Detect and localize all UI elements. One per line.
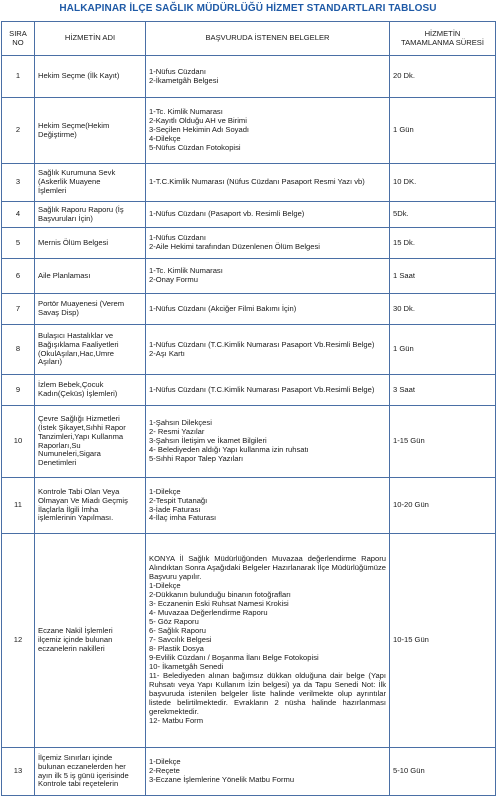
table-row — [2, 164, 496, 202]
service-name-cell — [35, 56, 146, 98]
service-name-line: İlçemiz Sınırları içinde — [38, 752, 113, 762]
row-number: 7 — [2, 294, 35, 325]
header-service-name: HİZMETİN ADI — [35, 22, 146, 56]
service-name-line: İzlem Bebek,Çocuk — [38, 380, 104, 390]
service-name-line: Olmayan Ve Miadı Geçmiş — [38, 495, 128, 505]
table-row — [2, 478, 496, 534]
completion-time-cell: 5-10 Gün — [390, 748, 496, 796]
required-documents-cell — [146, 375, 390, 406]
table-row — [2, 294, 496, 325]
document-item: 10- İkametgâh Senedi — [149, 661, 224, 671]
service-name-line: Hekim Seçme (İlk Kayıt) — [38, 71, 120, 81]
service-name-line: Mernis Ölüm Belgesi — [38, 237, 109, 247]
row-number: 2 — [2, 98, 35, 164]
row-number: 9 — [2, 375, 35, 406]
required-documents-cell — [146, 164, 390, 202]
service-name-line: işlemlerinin Yapılması. — [38, 513, 114, 523]
document-item: 2-İkametgâh Belgesi — [149, 75, 219, 85]
table-row — [2, 375, 496, 406]
page-title: HALKAPINAR İLÇE SAĞLIK MÜDÜRLÜĞÜ HİZMET STANDARTLARI TABLOSU — [59, 3, 437, 14]
service-name-line: bulunan eczanelerden her — [38, 761, 126, 771]
service-name-cell — [35, 748, 146, 796]
service-name-line: Savaş Disp) — [38, 308, 79, 317]
service-name-cell — [35, 228, 146, 259]
document-item: 1-Nüfus Cüzdanı (Akciğer Filmi Bakımı İçin) — [149, 303, 297, 313]
service-name-cell — [35, 325, 146, 375]
document-item: 1-Nüfus Cüzdanı — [149, 233, 206, 243]
header-completion-time: HİZMETİN TAMAMLANMA SÜRESİ — [390, 22, 496, 56]
service-name-line: ayın ilk 5 iş günü içerisinde — [38, 770, 129, 780]
completion-time-cell: 10-15 Gün — [390, 534, 496, 748]
document-item: 1-Nüfus Cüzdanı (T.C.Kimlik Numarası Pasaport Vb.Resimli Belge) — [149, 339, 375, 349]
document-item: 1-Nüfus Cüzdanı (Pasaport vb. Resimli Belge) — [149, 209, 305, 219]
service-name-line: Kontrole tabi reçetelerin — [38, 779, 119, 789]
service-name-line: (İstek Şikayet,Sıhhi Rapor — [38, 422, 126, 432]
service-name-line: Aile Planlaması — [38, 270, 91, 280]
required-documents-cell — [146, 294, 390, 325]
row-number: 11 — [2, 478, 35, 534]
document-item: KONYA İl Sağlık Müdürlüğünden Muvazaa değerlendirme Raporu Alındıktan Sonra Aşağıdaki Belgeler Hazırlanarak İlçe Müdürlüğümüze Başvuru yapılır. — [149, 554, 386, 582]
table-row — [2, 228, 496, 259]
table-row — [2, 202, 496, 228]
service-name-cell — [35, 98, 146, 164]
service-name-line: Numuneleri,Sigara — [38, 449, 101, 459]
completion-time-cell: 15 Dk. — [390, 228, 496, 259]
document-item: 1-Nüfus Cüzdanı (T.C.Kimlik Numarası Pasaport Vb.Resimli Belge) — [149, 384, 375, 394]
completion-time-cell: 10 DK. — [390, 164, 496, 202]
document-item: 2-Dükkanın bulunduğu binanın fotoğrafları — [149, 590, 291, 600]
completion-time-cell: 1 Saat — [390, 259, 496, 294]
document-item: 3-Eczane İşlemlerine Yönelik Matbu Formu — [149, 774, 295, 784]
required-documents-cell — [146, 56, 390, 98]
document-item: 7- Savcılık Belgesi — [149, 635, 212, 645]
document-item: 2-Kayıtlı Olduğu AH ve Birimi — [149, 116, 247, 126]
document-item: 4-İlaç imha Faturası — [149, 513, 217, 523]
document-item: 1-Tc. Kimlik Numarası — [149, 107, 223, 117]
service-name-line: İlaçlarla İlgili İmha — [38, 504, 99, 514]
required-documents-cell — [146, 259, 390, 294]
row-number: 1 — [2, 56, 35, 98]
required-documents-cell — [146, 534, 390, 748]
row-number: 8 — [2, 325, 35, 375]
service-name-cell — [35, 202, 146, 228]
service-name-line: Kadın(Çeküs) İşlemleri) — [38, 389, 118, 398]
document-item: 2-Aşı Kartı — [149, 348, 185, 358]
service-name-line: (OkulAşıları,Hac,Umre — [38, 348, 114, 358]
service-name-cell — [35, 164, 146, 202]
table-row — [2, 748, 496, 796]
document-item: 2-Aile Hekimi tarafından Düzenlenen Ölüm Belgesi — [149, 242, 320, 251]
required-documents-cell — [146, 478, 390, 534]
document-item: 11- Belediyeden alınan bağımsız dükkan olduğuna dair belge (Yapı Ruhsatı veya Yapı Kullanım İzin belgesi) ya da Tapu Senedi Not: İlk başvuruda istenilen belgeler liste halinde verilmekte olup ayrıntılar listede belirtilmektedir. Evrakların 2 nüsha halinde hazırlanması gerekmektedir. — [149, 670, 386, 716]
document-item: 5- Göz Raporu — [149, 617, 199, 627]
completion-time-cell: 5Dk. — [390, 202, 496, 228]
document-item: 4- Belediyeden aldığı Yapı kullanma izin ruhsatı — [149, 444, 309, 454]
service-name-line: Bulaşıcı Hastalıklar ve — [38, 330, 114, 340]
document-item: 5-Nüfus Cüzdan Fotokopisi — [149, 142, 241, 152]
row-number: 6 — [2, 259, 35, 294]
document-item: 9-Evlilik Cüzdanı / Boşanma İlanı Belge Fotokopisi — [149, 652, 319, 662]
service-name-line: ilçemiz içinde bulunan — [38, 635, 113, 645]
service-name-line: Denetimleri — [38, 458, 77, 468]
service-name-cell — [35, 294, 146, 325]
service-name-line: Sağlık Kurumuna Sevk — [38, 168, 116, 178]
service-name-line: Sağlık Raporu Raporu (İş — [38, 204, 124, 214]
header-no: SIRA NO — [2, 22, 35, 56]
required-documents-cell — [146, 202, 390, 228]
service-name-line: Tanzimleri,Yapı Kullanma — [38, 431, 124, 441]
required-documents-cell — [146, 98, 390, 164]
row-number: 5 — [2, 228, 35, 259]
service-name-line: Bağışıklama Faaliyetleri — [38, 339, 119, 349]
table-row — [2, 406, 496, 478]
document-item: 12- Matbu Form — [149, 715, 204, 725]
completion-time-cell: 30 Dk. — [390, 294, 496, 325]
service-name-line: Raporları,Su — [38, 440, 81, 450]
row-number: 12 — [2, 534, 35, 748]
required-documents-cell — [146, 325, 390, 375]
document-item: 1-Dilekçe — [149, 581, 181, 591]
service-name-cell — [35, 534, 146, 748]
service-name-cell — [35, 375, 146, 406]
document-item: 3- Eczanenin Eski Ruhsat Namesi Krokisi — [149, 599, 289, 609]
document-item: 6- Sağlık Raporu — [149, 626, 206, 636]
document-item: 3-Seçilen Hekimin Adı Soyadı — [149, 125, 250, 135]
document-item: 2-Reçete — [149, 766, 180, 776]
completion-time-cell: 1-15 Gün — [390, 406, 496, 478]
required-documents-cell — [146, 748, 390, 796]
table-header-row — [2, 22, 496, 56]
service-name-line: eczanelerin nakilleri — [38, 643, 105, 653]
document-item: 3-İade Faturası — [149, 504, 201, 514]
service-name-cell — [35, 259, 146, 294]
document-item: 1-Şahsın Dilekçesi — [149, 418, 212, 428]
completion-time-cell: 1 Gün — [390, 98, 496, 164]
table-row — [2, 325, 496, 375]
table-row — [2, 259, 496, 294]
document-item: 8- Plastik Dosya — [149, 643, 204, 653]
completion-time-cell: 10-20 Gün — [390, 478, 496, 534]
service-name-line: Eczane Nakil İşlemleri — [38, 626, 113, 636]
document-item: 1-Tc. Kimlik Numarası — [149, 266, 223, 276]
service-name-line: Portör Muayenesi (Verem — [38, 299, 125, 309]
service-name-line: Çevre Sağlığı Hizmetleri — [38, 413, 120, 423]
table-row — [2, 534, 496, 748]
completion-time-cell: 1 Gün — [390, 325, 496, 375]
document-item: 1-Dilekçe — [149, 486, 181, 496]
document-item: 3-Şahsın İletişim ve İkamet Bilgileri — [149, 436, 267, 446]
service-name-line: (Askerlik Muayene — [38, 177, 101, 187]
completion-time-cell: 3 Saat — [390, 375, 496, 406]
table-row — [2, 98, 496, 164]
service-name-line: Kontrole Tabi Olan Veya — [38, 486, 120, 496]
document-item: 1-Dilekçe — [149, 757, 181, 767]
row-number: 10 — [2, 406, 35, 478]
service-name-line: Hekim Seçme(Hekim — [38, 120, 110, 130]
service-name-line: Başvuruları İçin) — [38, 213, 93, 223]
document-item: 4- Muvazaa Değerlendirme Raporu — [149, 608, 268, 618]
required-documents-cell — [146, 228, 390, 259]
document-item: 2- Resmi Yazılar — [149, 427, 205, 437]
required-documents-cell — [146, 406, 390, 478]
document-item: 4-Dilekçe — [149, 133, 181, 143]
document-item: 5-Sıhhi Rapor Talep Yazıları — [149, 453, 244, 463]
service-name-line: Aşıları) — [38, 357, 63, 367]
header-required-documents: BAŞVURUDA İSTENEN BELGELER — [146, 22, 390, 56]
table-row — [2, 56, 496, 98]
row-number: 3 — [2, 164, 35, 202]
document-item: 2-Onay Formu — [149, 275, 198, 284]
service-name-line: İşlemleri — [38, 185, 67, 195]
service-standards-table — [1, 21, 496, 796]
service-name-cell — [35, 406, 146, 478]
completion-time-cell: 20 Dk. — [390, 56, 496, 98]
service-name-cell — [35, 478, 146, 534]
document-item: 1-Nüfus Cüzdanı — [149, 66, 206, 76]
row-number: 13 — [2, 748, 35, 796]
document-item: 2-Tespit Tutanağı — [149, 495, 208, 505]
row-number: 4 — [2, 202, 35, 228]
document-item: 1-T.C.Kimlik Numarası (Nüfus Cüzdanı Pasaport Resmi Yazı vb) — [149, 177, 365, 187]
service-name-line: Değiştirme) — [38, 129, 77, 139]
